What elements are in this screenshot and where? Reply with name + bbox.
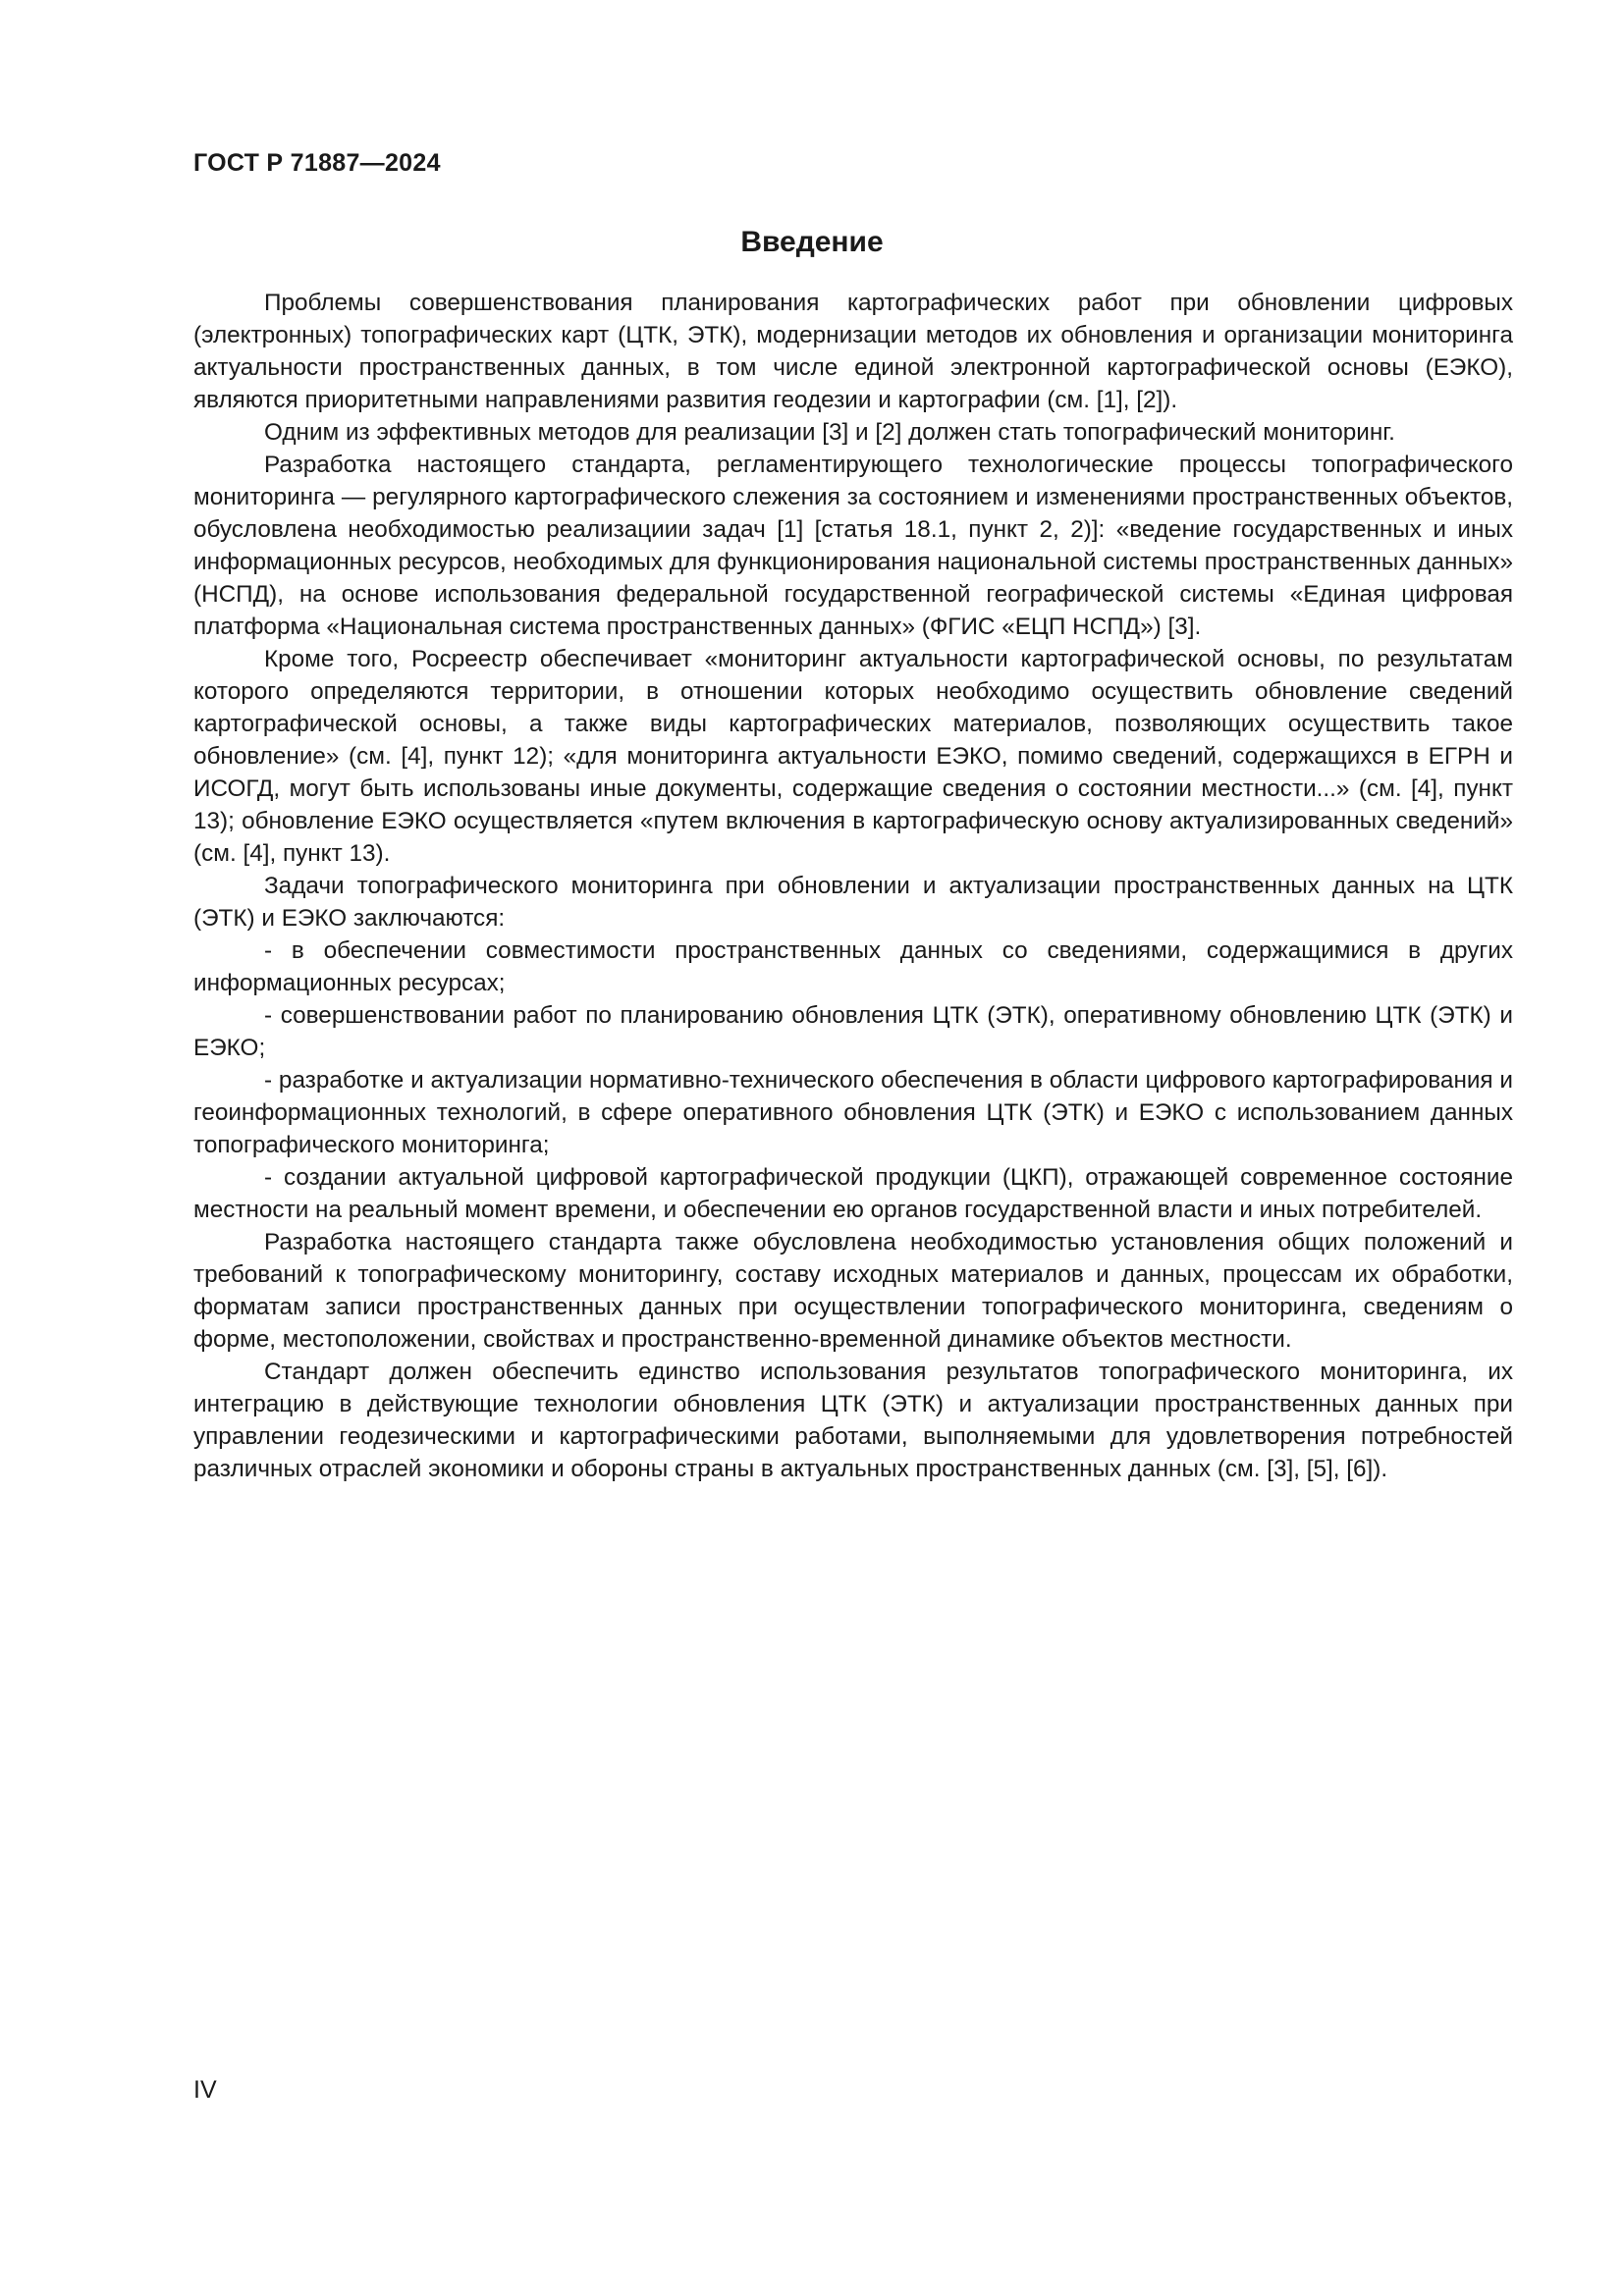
paragraph: Разработка настоящего стандарта, регламентирующего технологические процессы топографического мониторинга — регулярного картографического слежения за состоянием и изменениями пространственных объектов, обусловлена необходимостью реализациии задач [1] [статья 18.1, пункт 2, 2)]: «ведение государственных и иных информационных ресурсов, необходимых для функционирования национальной системы пространственных данных» (НСПД), на основе использования федеральной государственной географической системы «Единая цифровая платформа «Национальная система пространственных данных» (ФГИС «ЕЦП НСПД») [3]. [193, 452, 1513, 640]
document-body [193, 287, 1513, 1485]
paragraph: Стандарт должен обеспечить единство использования результатов топографического мониторинга, их интеграцию в действующие технологии обновления ЦТК (ЭТК) и актуализации пространственных данных при управлении геодезическими и картографическими работами, выполняемыми для удовлетворения потребностей различных отраслей экономики и обороны страны в актуальных пространственных данных (см. [3], [5], [6]). [193, 1359, 1513, 1482]
document-id: ГОСТ Р 71887—2024 [193, 149, 441, 177]
paragraph: Задачи топографического мониторинга при обновлении и актуализации пространственных данных на ЦТК (ЭТК) и ЕЭКО заключаются: [193, 873, 1513, 932]
list-item: - совершенствовании работ по планированию обновления ЦТК (ЭТК), оперативному обновлению ЦТК (ЭТК) и ЕЭКО; [193, 1002, 1513, 1061]
list-item: - разработке и актуализации нормативно-технического обеспечения в области цифрового картографирования и геоинформационных технологий, в сфере оперативного обновления ЦТК (ЭТК) и ЕЭКО с использованием данных топографического мониторинга; [193, 1067, 1513, 1158]
section-title: Введение [740, 226, 884, 258]
paragraph: Проблемы совершенствования планирования картографических работ при обновлении цифровых (электронных) топографических карт (ЦТК, ЭТК), модернизации методов их обновления и организации мониторинга актуальности пространственных данных, в том числе единой электронной картографической основы (ЕЭКО), являются приоритетными направлениями развития геодезии и картографии (см. [1], [2]). [193, 290, 1513, 413]
page-number: IV [193, 2076, 217, 2104]
paragraph: Кроме того, Росреестр обеспечивает «мониторинг актуальности картографической основы, по результатам которого определяются территории, в отношении которых необходимо осуществить обновление сведений картографической основы, а также виды картографических материалов, позволяющих осуществить такое обновление» (см. [4], пункт 12); «для мониторинга актуальности ЕЭКО, помимо сведений, содержащихся в ЕГРН и ИСОГД, могут быть использованы иные документы, содержащие сведения о состоянии местности...» (см. [4], пункт 13); обновление ЕЭКО осуществляется «путем включения в картографическую основу актуализированных сведений» (см. [4], пункт 13). [193, 646, 1513, 867]
paragraph: Одним из эффективных методов для реализации [3] и [2] должен стать топографический мониторинг. [264, 419, 1395, 446]
list-item: - в обеспечении совместимости пространственных данных со сведениями, содержащимися в других информационных ресурсах; [193, 937, 1513, 996]
paragraph: Разработка настоящего стандарта также обусловлена необходимостью установления общих положений и требований к топографическому мониторингу, составу исходных материалов и данных, процессам их обработки, форматам записи пространственных данных при осуществлении топографического мониторинга, сведениям о форме, местоположении, свойствах и пространственно-временной динамике объектов местности. [193, 1229, 1513, 1353]
list-item: - создании актуальной цифровой картографической продукции (ЦКП), отражающей современное состояние местности на реальный момент времени, и обеспечении ею органов государственной власти и иных потребителей. [193, 1164, 1513, 1223]
